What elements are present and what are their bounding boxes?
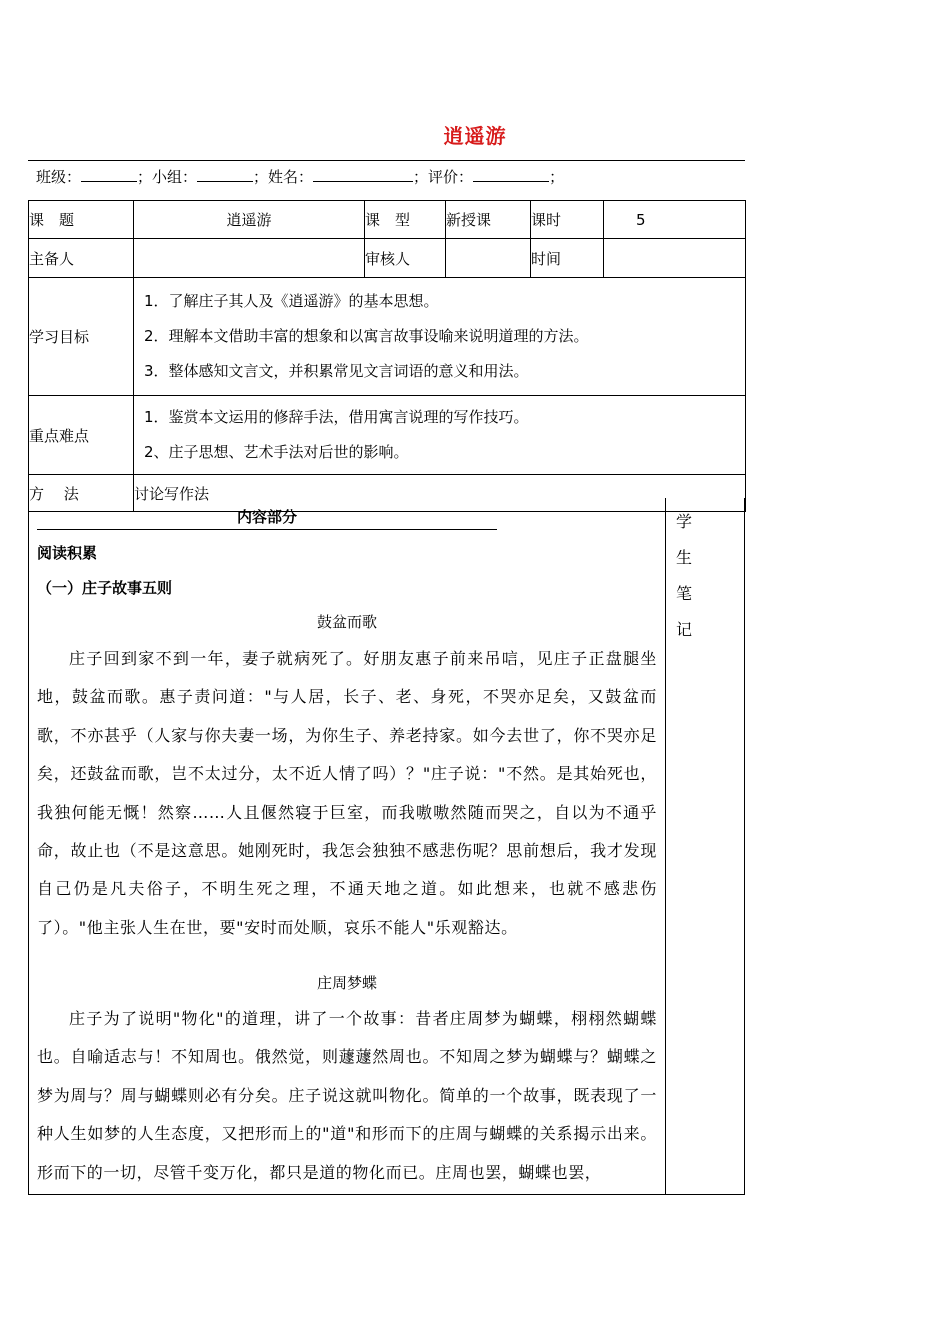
reading-heading: 阅读积累 bbox=[37, 544, 98, 562]
story-paragraph-1: 庄子回到家不到一年，妻子就病死了。好朋友惠子前来吊唁，见庄子正盘腿坐地，鼓盆而歌。惠子责问道："与人居，长子、老、身死，不哭亦足矣，又鼓盆而歌，不亦甚乎（人家与你夫妻一场，为你生子、养老持家。如今去世了，你不哭亦足矣，还鼓盆而歌，岂不太过分，太不近人情了吗）？"庄子说："不然。是其始死也，我独何能无慨！然察……人且偃然寝于巨室，而我嗷嗷然随而哭之，自以为不通乎命，故止也（不是这意思。她刚死时，我怎会独独不感悲伤呢？思前想后，我才发现自己仍是凡夫俗子，不明生死之理，不通天地之道。如此想来，也就不感悲伤了）。"他主张人生在世，要"安时而处顺，哀乐不能人"乐观豁达。 bbox=[37, 649, 657, 937]
meta-row-topic bbox=[29, 201, 746, 239]
method-value: 讨论写作法 bbox=[134, 475, 746, 512]
hours-value: 5 bbox=[604, 201, 746, 239]
group-label: ；小组： bbox=[137, 168, 198, 186]
goals-cell bbox=[134, 278, 746, 396]
type-label: 课 型 bbox=[365, 201, 446, 239]
reviewer-value bbox=[446, 239, 531, 278]
meta-row-preparer bbox=[29, 239, 746, 278]
class-label: 班级： bbox=[36, 168, 82, 186]
goal-item: 1．了解庄子其人及《逍遥游》的基本思想。 bbox=[144, 292, 439, 310]
notes-label-line-1: 学 生 bbox=[676, 512, 707, 567]
class-blank[interactable] bbox=[81, 166, 137, 182]
meta-row-difficulty bbox=[29, 396, 746, 475]
page-title: 逍遥游 bbox=[443, 124, 507, 148]
time-value bbox=[604, 239, 746, 278]
topic-value: 逍遥游 bbox=[134, 201, 365, 239]
hours-label: 课时 bbox=[531, 201, 604, 239]
story-title-2: 庄周梦蝶 bbox=[316, 974, 377, 992]
goal-item: 2．理解本文借助丰富的想象和以寓言故事设喻来说明道理的方法。 bbox=[144, 327, 589, 345]
reviewer-label: 审核人 bbox=[365, 239, 446, 278]
title-rule bbox=[28, 160, 745, 161]
eval-blank[interactable] bbox=[473, 166, 549, 182]
difficulty-cell bbox=[134, 396, 746, 475]
lesson-meta-table bbox=[28, 200, 746, 512]
difficulty-label: 重点难点 bbox=[29, 396, 134, 475]
type-value: 新授课 bbox=[446, 201, 531, 239]
time-label: 时间 bbox=[531, 239, 604, 278]
story-paragraph-2: 庄子为了说明"物化"的道理，讲了一个故事：昔者庄周梦为蝴蝶，栩栩然蝴蝶也。自喻适志与！不知周也。俄然觉，则蘧蘧然周也。不知周之梦为蝴蝶与？蝴蝶之梦为周与？周与蝴蝶则必有分矣。庄子说这就叫物化。简单的一个故事，既表现了一种人生如梦的人生态度，又把形而上的"道"和形而下的庄周与蝴蝶的关系揭示出来。形而下的一切，尽管千变万化，都只是道的物化而已。庄周也罢，蝴蝶也罢， bbox=[37, 1009, 657, 1182]
goal-item: 3．整体感知文言文，并积累常见文言词语的意义和用法。 bbox=[144, 362, 529, 380]
content-section-title: 内容部分 bbox=[37, 506, 497, 530]
name-label: ；姓名： bbox=[253, 168, 314, 186]
student-notes-column bbox=[664, 498, 745, 1194]
meta-row-goals bbox=[29, 278, 746, 396]
difficulty-item: 1．鉴赏本文运用的修辞手法，借用寓言说理的写作技巧。 bbox=[144, 408, 529, 426]
difficulty-item: 2、庄子思想、艺术手法对后世的影响。 bbox=[144, 443, 409, 461]
goals-label: 学习目标 bbox=[29, 278, 134, 396]
part-heading: （一）庄子故事五则 bbox=[37, 579, 173, 597]
preparer-label: 主备人 bbox=[29, 239, 134, 278]
story-title-1: 鼓盆而歌 bbox=[316, 613, 377, 631]
group-blank[interactable] bbox=[197, 166, 253, 182]
bottom-rule bbox=[28, 1194, 745, 1195]
preparer-value bbox=[134, 239, 365, 278]
content-section bbox=[28, 498, 666, 1194]
eval-label: ；评价： bbox=[413, 168, 474, 186]
name-blank[interactable] bbox=[313, 166, 413, 182]
notes-label-line-2: 笔 记 bbox=[676, 584, 707, 639]
end-mark: ； bbox=[549, 168, 565, 186]
method-label: 方 法 bbox=[29, 475, 134, 512]
topic-label: 课 题 bbox=[29, 201, 134, 239]
notes-label bbox=[676, 504, 744, 648]
student-info-line bbox=[36, 166, 564, 187]
